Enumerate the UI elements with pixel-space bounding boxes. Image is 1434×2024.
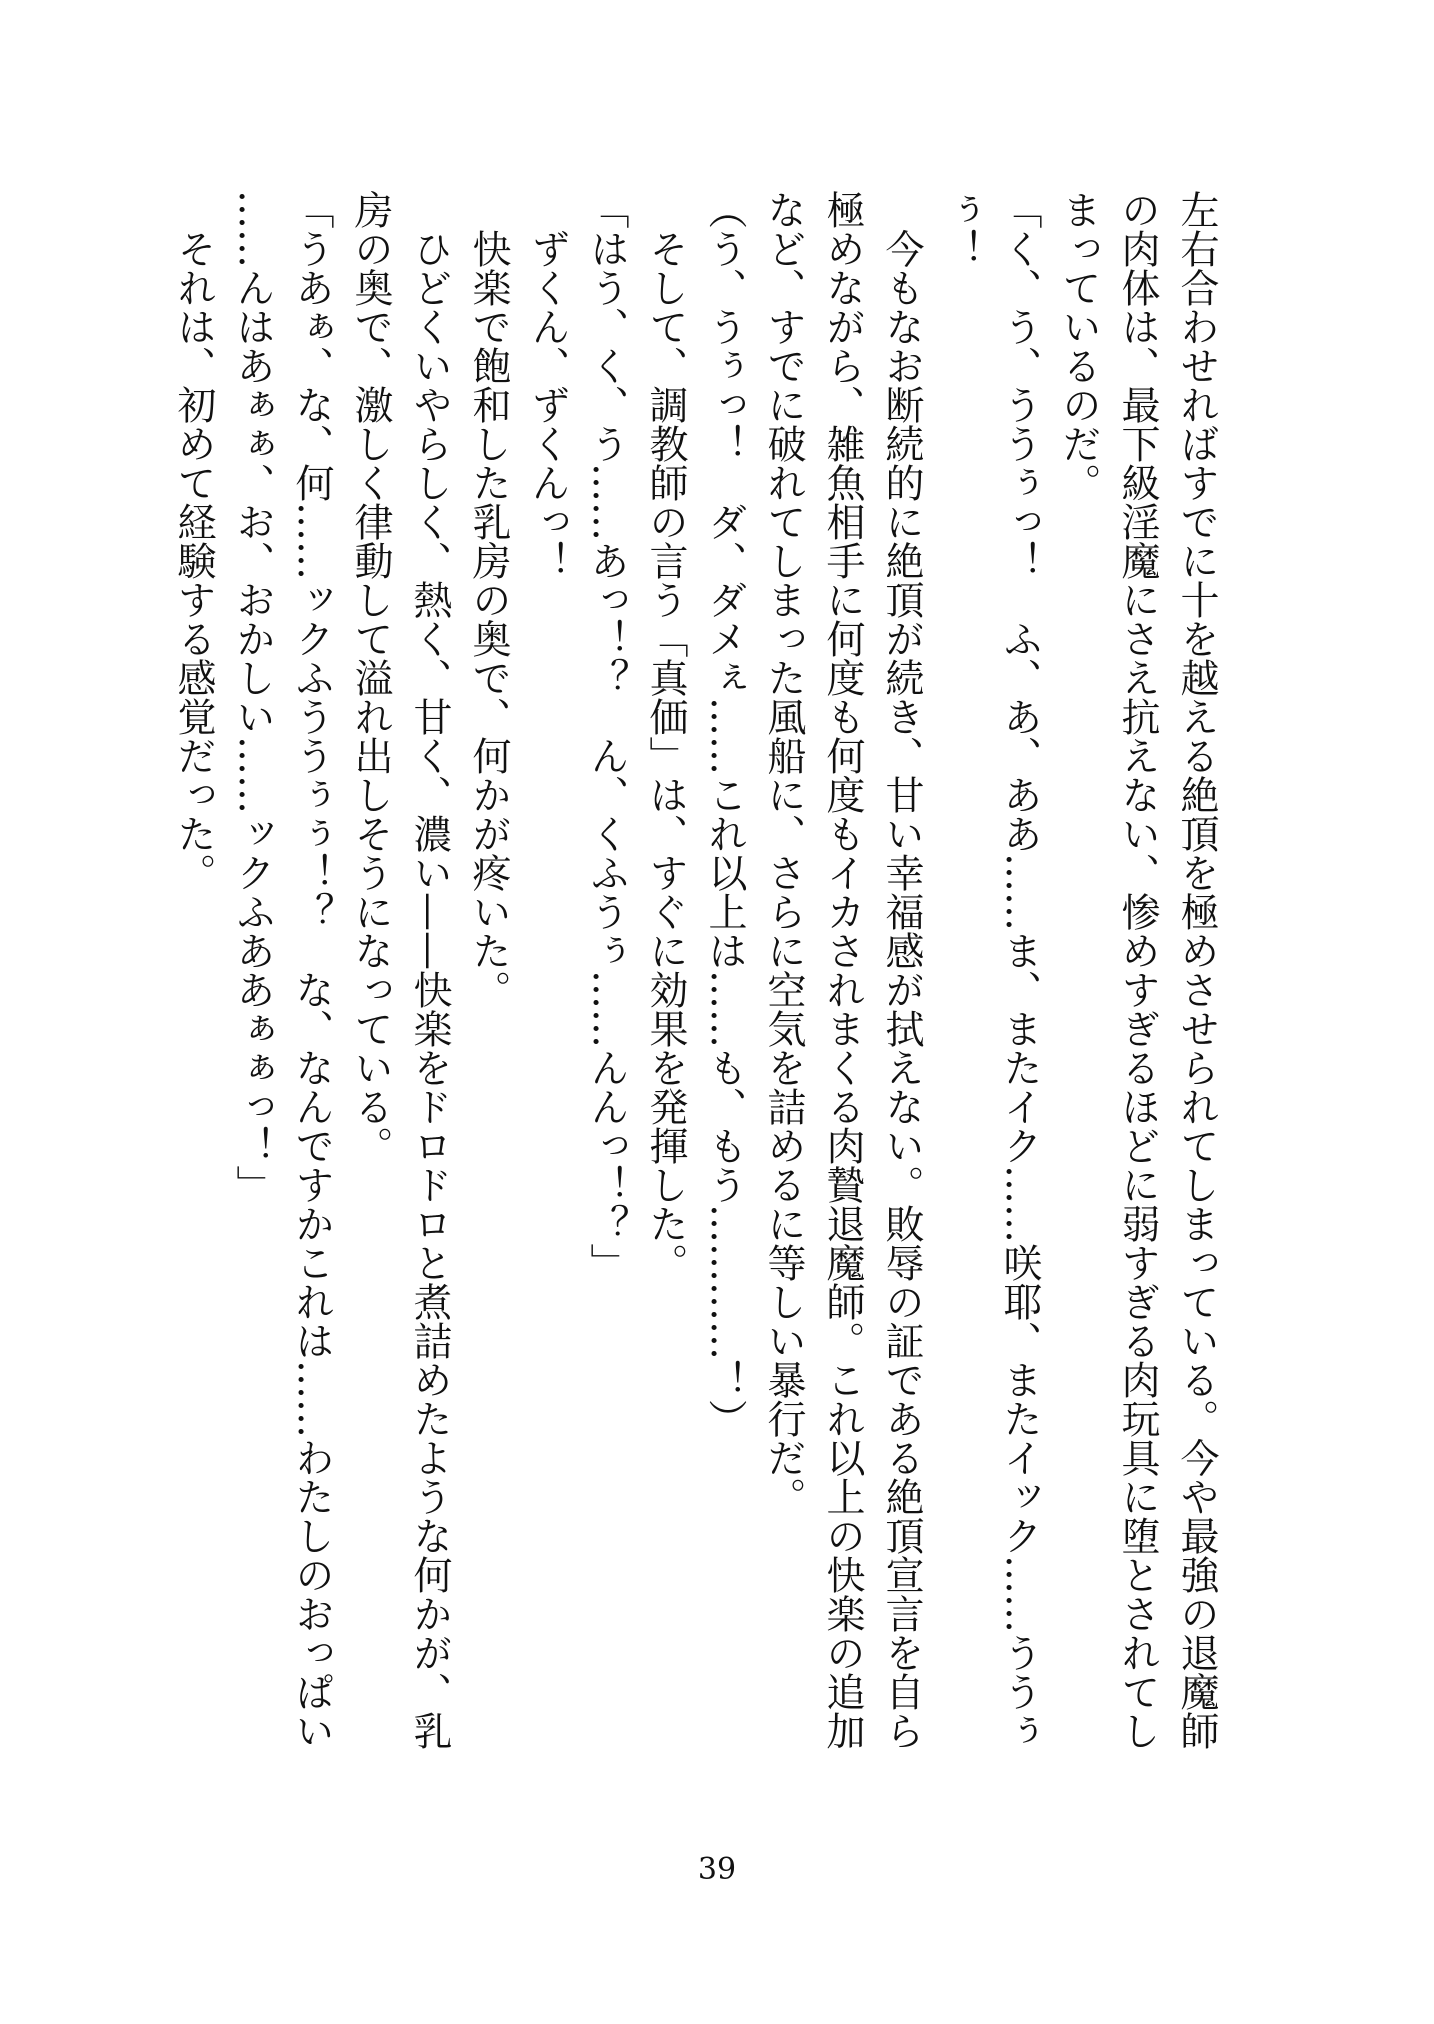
text-line: ひどくいやらしく、熱く、甘く、濃い——快楽をドロドロと煮詰めたような何かが、乳 bbox=[407, 190, 452, 1750]
text-line: 極めながら、雑魚相手に何度も何度もイカされまくる肉贄退魔師。これ以上の快楽の追加 bbox=[820, 190, 865, 1750]
text-line: それは、初めて経験する感覚だった。 bbox=[171, 190, 216, 892]
text-line: （う、うぅっ！ ダ、ダメぇ……これ以上は……も、もう…………！） bbox=[702, 190, 747, 1438]
text-line: 「はう、く、う……あっ！？ ん、くふうぅ……んんっ！？」 bbox=[584, 190, 629, 1282]
body-text bbox=[164, 190, 1226, 1750]
text-line: 快楽で飽和した乳房の奥で、何かが疼いた。 bbox=[466, 190, 511, 1009]
text-line: ぅ！ bbox=[938, 190, 983, 268]
text-line: など、すでに破れてしまった風船に、さらに空気を詰めるに等しい暴行だ。 bbox=[761, 190, 806, 1516]
text-line: の肉体は、最下級淫魔にさえ抗えない、惨めすぎるほどに弱すぎる肉玩具に堕とされてし bbox=[1115, 190, 1160, 1750]
text-line: ……んはあぁぁ、お、おかしい……ックふああぁぁっ！」 bbox=[230, 190, 275, 1204]
text-line: 「く、う、ううぅっ！ ふ、あ、ああ……ま、またイク……咲耶、またイック……ううぅ bbox=[997, 190, 1042, 1750]
text-line: そして、調教師の言う「真価」は、すぐに効果を発揮した。 bbox=[643, 190, 688, 1282]
text-line: まっているのだ。 bbox=[1056, 190, 1101, 502]
text-line: 今もなお断続的に絶頂が続き、甘い幸福感が拭えない。敗辱の証である絶頂宣言を自ら bbox=[879, 190, 924, 1750]
text-line: ずくん、ずくんっ！ bbox=[525, 190, 570, 580]
page-number: 39 bbox=[697, 1852, 737, 1887]
text-line: 左右合わせればすでに十を越える絶頂を極めさせられてしまっている。今や最強の退魔師 bbox=[1174, 190, 1219, 1750]
text-line: 「うあぁ、な、何……ックふううぅぅ！？ な、なんですかこれは……わたしのおっぱい bbox=[289, 190, 334, 1750]
text-line: 房の奥で、激しく律動して溢れ出しそうになっている。 bbox=[348, 190, 393, 1165]
